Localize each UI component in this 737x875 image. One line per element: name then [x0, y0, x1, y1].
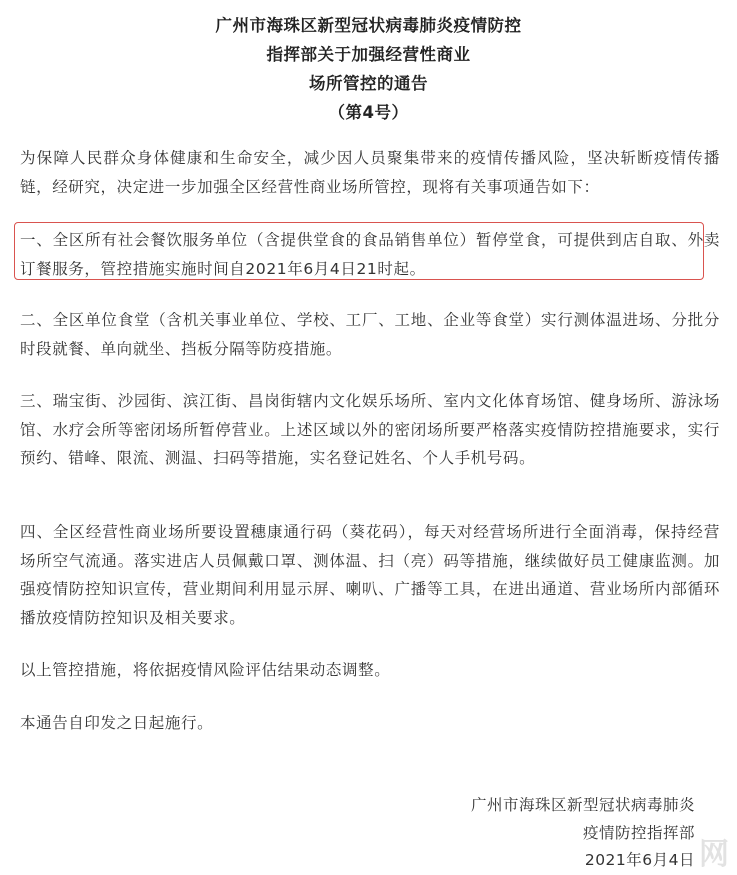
- closing-paragraph-2: 本通告自印发之日起施行。: [20, 714, 214, 732]
- watermark: 网: [699, 837, 731, 872]
- notice-title-line3: 场所管控的通告: [309, 74, 428, 93]
- closing-paragraph-1: 以上管控措施，将依据疫情风险评估结果动态调整。: [20, 661, 391, 679]
- intro-paragraph: 为保障人民群众身体健康和生命安全，减少因人员聚集带来的疫情传播风险，坚决斩断疫情传播链，经研究，决定进一步加强全区经营性商业场所管控，现将有关事项通告如下：: [20, 149, 720, 196]
- notice-number: （第4号）: [328, 103, 409, 122]
- signature-org-line1: 广州市海珠区新型冠状病毒肺炎: [470, 796, 695, 814]
- signature-date: 2021年6月4日: [584, 851, 695, 869]
- notice-title-line1: 广州市海珠区新型冠状病毒肺炎疫情防控: [215, 16, 522, 35]
- item-1-paragraph: 一、全区所有社会餐饮服务单位（含提供堂食的食品销售单位）暂停堂食，可提供到店自取、外卖订餐服务，管控措施实施时间自2021年6月4日21时起。: [20, 231, 720, 278]
- signature-org-line2: 疫情防控指挥部: [582, 824, 695, 842]
- item-2-paragraph: 二、全区单位食堂（含机关事业单位、学校、工厂、工地、企业等食堂）实行测体温进场、分批分时段就餐、单向就坐、挡板分隔等防疫措施。: [20, 311, 720, 358]
- notice-title-line2: 指挥部关于加强经营性商业: [266, 45, 471, 64]
- item-3-paragraph: 三、瑞宝街、沙园街、滨江街、昌岗街辖内文化娱乐场所、室内文化体育场馆、健身场所、游泳场馆、水疗会所等密闭场所暂停营业。上述区域以外的密闭场所要严格落实疫情防控措施要求，实行预约、错峰、限流、测温、扫码等措施，实名登记姓名、个人手机号码。: [20, 392, 720, 467]
- item-4-paragraph: 四、全区经营性商业场所要设置穗康通行码（葵花码），每天对经营场所进行全面消毒，保持经营场所空气流通。落实进店人员佩戴口罩、测体温、扫（亮）码等措施，继续做好员工健康监测。加强疫情防控知识宣传，营业期间利用显示屏、喇叭、广播等工具，在进出通道、营业场所内部循环播放疫情防控知识及相关要求。: [20, 523, 720, 627]
